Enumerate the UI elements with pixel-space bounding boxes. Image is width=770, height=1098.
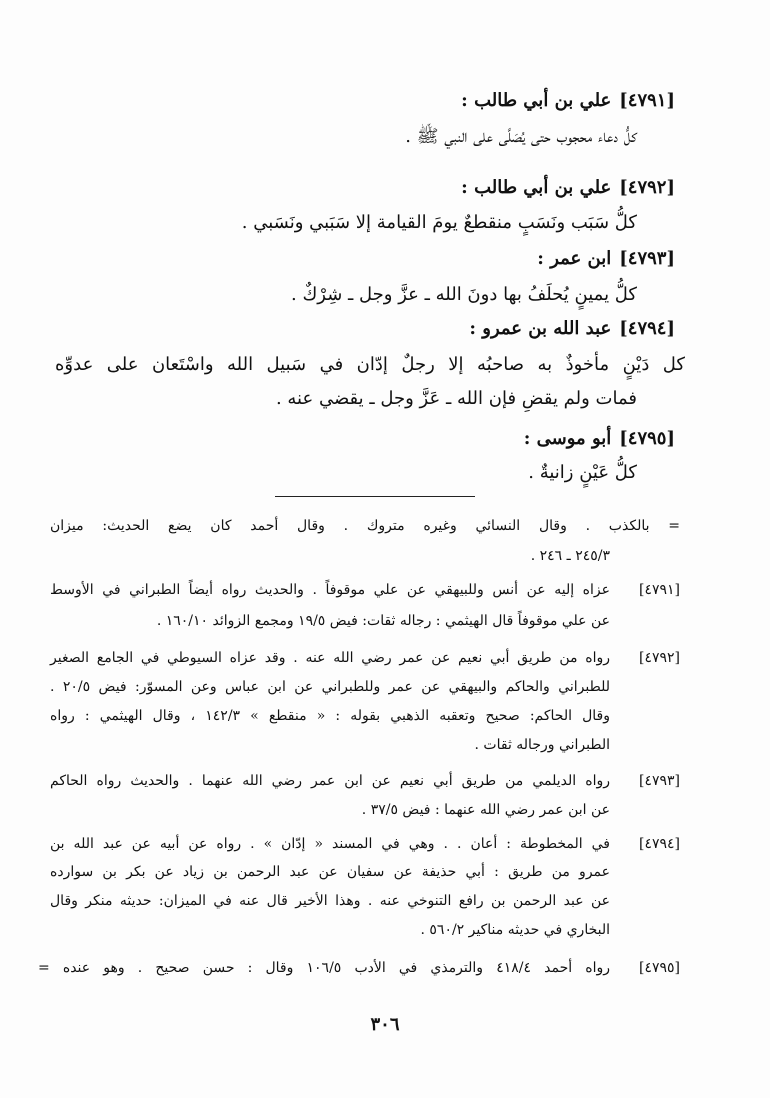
entry-number: [٤٧٩٣] [619, 248, 675, 269]
entry-heading [469, 318, 675, 339]
hadith-text: كلُّ يمينٍ يُحلَفُ بها دونَ الله ـ عزَّ وجل ـ شِرْكٌ . [291, 284, 637, 305]
hadith-text: كلُّ دعاء محجوب حتى يُصَلَّى على النبي ﷺ . [405, 126, 637, 147]
footnote-number: [٤٧٩٤] [638, 836, 680, 852]
entry-narrator: أبو موسى : [523, 428, 612, 449]
entry-number: [٤٧٩٥] [619, 428, 675, 449]
footnote-line: وقال الحاكم: صحيح وتعقبه الذهبي بقوله : « منقطع » ١٤٢/٣ ، وقال الهيثمي : رواه [50, 708, 610, 724]
footnote-line: عزاه إليه عن أنس وللبيهقي عن علي موقوفاً . والحديث رواه أيضاً الطبراني في الأوسط [50, 582, 610, 598]
entry-number: [٤٧٩٢] [619, 177, 675, 198]
hadith-text: كل دَيْنٍ مأخوذٌ به صاحبُه إلا رجلٌ إدّان في سَبيل الله واسْتَعان على عدوِّه [55, 354, 685, 375]
footnote-line: عن ابن عمر رضي الله عنهما : فيض ٣٧/٥ . [361, 802, 610, 818]
entry-narrator: علي بن أبي طالب : [461, 177, 612, 198]
footnote-line: = بالكذب . وقال النسائي وغيره متروك . وقال أحمد كان يضع الحديث: ميزان [50, 518, 680, 534]
entry-narrator: عبد الله بن عمرو : [469, 318, 612, 339]
footnote-line: رواه الديلمي من طريق أبي نعيم عن ابن عمر رضي الله عنهما . والحديث رواه الحاكم [50, 773, 610, 789]
footnote-line: للطبراني والحاكم والبيهقي عن عمر وللطبراني عن ابن عباس وعن المسوّر: فيض ٢٠/٥ . [50, 679, 610, 695]
hadith-text: كلُّ سَبَب ونَسَبٍ منقطعٌ يومَ القيامة إلا سَبَبي ونَسَبي . [241, 212, 637, 233]
footnote-line: رواه أحمد ٤١٨/٤ والترمذي في الأدب ١٠٦/٥ وقال : حسن صحيح . وهو عنده = [38, 960, 610, 976]
entry-narrator: ابن عمر : [537, 248, 612, 269]
footnote-number: [٤٧٩٣] [638, 773, 680, 789]
entry-heading [524, 428, 675, 449]
footnote-line: الطبراني ورجاله ثقات . [474, 737, 610, 753]
footnote-line: البخاري في حديثه مناكير ٥٦٠/٢ . [420, 922, 610, 938]
page-number: ٣٠٦ [370, 1014, 400, 1035]
footnote-line: ٢٤٥/٣ ـ ٢٤٦ . [530, 548, 610, 564]
footnote-line: في المخطوطة : أعان . . وهي في المسند « إدّان » . رواه عن أبيه عن عبد الله بن [50, 836, 610, 852]
entry-narrator: علي بن أبي طالب : [461, 90, 612, 111]
entry-number: [٤٧٩٤] [619, 318, 675, 339]
hadith-text: كلُّ عَيْنٍ زانيةٌ . [528, 462, 637, 483]
entry-number: [٤٧٩١] [619, 90, 675, 111]
footnote-number: [٤٧٩١] [638, 582, 680, 598]
footnote-line: رواه من طريق أبي نعيم عن عمر رضي الله عنه . وقد عزاه السيوطي في الجامع الصغير [50, 650, 610, 666]
footnote-line: عن عبد الرحمن بن رافع التنوخي عنه . وهذا الأخير قال عنه في الميزان: حديثه منكر وقال [50, 893, 610, 909]
entry-heading [461, 177, 675, 198]
footnote-separator [275, 496, 475, 497]
entry-heading [537, 248, 675, 269]
footnote-line: عن علي موقوفاً قال الهيثمي : رجاله ثقات: فيض ١٩/٥ ومجمع الزوائد ١٦٠/١٠ . [156, 613, 610, 629]
footnote-number: [٤٧٩٥] [638, 960, 680, 976]
footnote-number: [٤٧٩٢] [638, 650, 680, 666]
entry-heading [461, 90, 675, 111]
footnote-line: عمرو من طريق : أبي حذيفة عن سفيان عن عبد الرحمن بن زياد عن بكر بن سوارده [50, 864, 610, 880]
hadith-text: فمات ولم يقضِ فإن الله ـ عَزَّ وجل ـ يقضي عنه . [275, 388, 637, 409]
